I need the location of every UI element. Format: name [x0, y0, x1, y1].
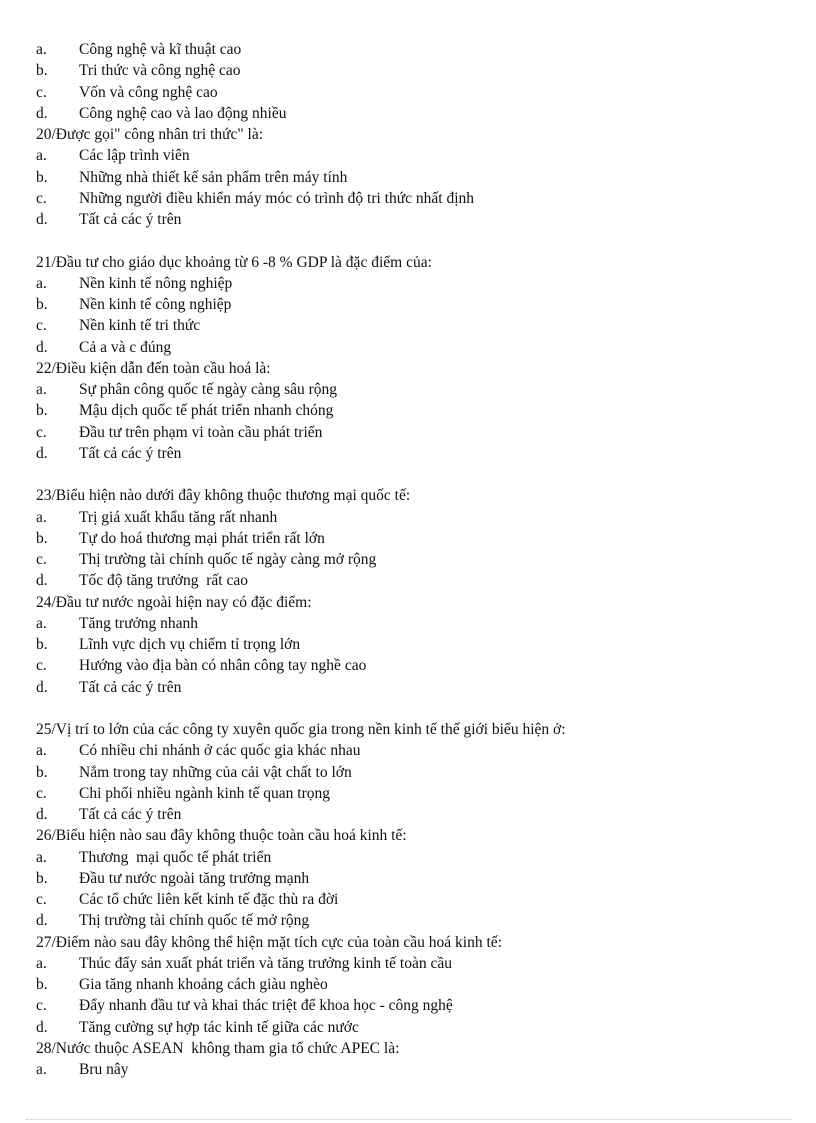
option-letter: c.: [36, 317, 47, 335]
option-letter: c.: [36, 189, 47, 207]
answer-option: [36, 315, 806, 336]
question-text: 27/Điểm nào sau đây không thể hiện mặt tích cực của toàn cầu hoá kinh tế:: [36, 933, 502, 951]
option-text: Nền kinh tế nông nghiệp: [79, 274, 233, 292]
option-text: Những nhà thiết kế sản phẩm trên máy tính: [79, 168, 348, 186]
answer-option: [36, 889, 806, 910]
option-text: Hướng vào địa bàn có nhân công tay nghề cao: [79, 657, 367, 675]
option-letter: b.: [36, 296, 48, 313]
answer-option: [36, 995, 806, 1016]
option-letter: c.: [36, 551, 47, 568]
option-letter: c.: [36, 423, 47, 441]
answer-option: [36, 337, 806, 358]
answer-option: [36, 145, 806, 166]
option-text: Nắm trong tay những của cải vật chất to lớn: [79, 763, 352, 781]
answer-option: [36, 103, 806, 124]
option-letter: d.: [36, 806, 48, 823]
option-text: Tự do hoá thương mại phát triển rất lớn: [79, 529, 325, 547]
option-text: Thị trường tài chính quốc tế mở rộng: [79, 912, 310, 930]
option-text: Thúc đẩy sản xuất phát triển và tăng trưởng kinh tế toàn cầu: [79, 954, 452, 972]
option-text: Chi phối nhiều ngành kinh tế quan trọng: [79, 784, 330, 802]
option-text: Thị trường tài chính quốc tế ngày càng mở rộng: [79, 551, 377, 568]
option-text: Có nhiều chi nhánh ở các quốc gia khác nhau: [79, 742, 361, 760]
option-text: Đầu tư nước ngoài tăng trưởng mạnh: [79, 869, 310, 887]
answer-option: [36, 209, 806, 230]
option-letter: c.: [36, 657, 47, 675]
option-letter: d.: [36, 444, 48, 462]
answer-option: [36, 528, 806, 549]
option-text: Nền kinh tế công nghiệp: [79, 296, 232, 313]
option-text: Tất cả các ý trên: [79, 211, 182, 228]
question-text: 23/Biểu hiện nào dưới đây không thuộc thương mại quốc tế:: [36, 487, 411, 505]
option-text: Mậu dịch quốc tế phát triển nhanh chóng: [79, 402, 334, 420]
question-text: 21/Đầu tư cho giáo dục khoảng từ 6 -8 % GDP là đặc điểm của:: [36, 253, 432, 271]
option-letter: d.: [36, 572, 48, 590]
answer-option: [36, 804, 806, 825]
option-letter: a.: [36, 1061, 47, 1078]
answer-option: [36, 273, 806, 294]
answer-option: [36, 910, 806, 931]
option-text: Sự phân công quốc tế ngày càng sâu rộng: [79, 381, 338, 398]
answer-option: [36, 39, 806, 60]
option-letter: d.: [36, 912, 48, 930]
answer-option: [36, 783, 806, 804]
question-text: 24/Đầu tư nước ngoài hiện nay có đặc điểm:: [36, 593, 312, 611]
option-letter: a.: [36, 742, 47, 760]
option-letter: b.: [36, 763, 48, 781]
option-text: Trị giá xuất khẩu tăng rất nhanh: [79, 508, 278, 526]
answer-option: [36, 613, 806, 634]
option-letter: b.: [36, 62, 48, 80]
answer-option: [36, 82, 806, 103]
option-letter: a.: [36, 954, 47, 972]
option-text: Tất cả các ý trên: [79, 678, 182, 696]
option-text: Công nghệ cao và lao động nhiều: [79, 104, 287, 122]
blank-line: [36, 464, 806, 485]
option-text: Tăng trưởng nhanh: [79, 614, 199, 632]
option-text: Các lập trình viên: [79, 147, 190, 165]
answer-option: [36, 677, 806, 698]
option-text: Tất cả các ý trên: [79, 806, 182, 823]
answer-option: [36, 655, 806, 676]
option-letter: a.: [36, 848, 47, 866]
option-text: Tăng cường sự hợp tác kinh tế giữa các nước: [79, 1018, 359, 1036]
answer-option: [36, 868, 806, 889]
option-letter: a.: [36, 508, 47, 526]
option-text: Vốn và công nghệ cao: [79, 83, 218, 101]
question-text: 28/Nước thuộc ASEAN không tham gia tổ chức APEC là:: [36, 1039, 400, 1057]
option-letter: b.: [36, 636, 48, 653]
document-page: [36, 39, 806, 1080]
option-letter: c.: [36, 83, 47, 101]
page-bottom-rule: [26, 1119, 792, 1120]
answer-option: [36, 507, 806, 528]
option-letter: d.: [36, 1018, 48, 1036]
answer-option: [36, 570, 806, 591]
question-text: 22/Điều kiện dẫn đến toàn cầu hoá là:: [36, 359, 271, 377]
option-letter: b.: [36, 168, 48, 186]
option-letter: a.: [36, 614, 47, 632]
option-text: Lĩnh vực dịch vụ chiếm tỉ trọng lớn: [79, 636, 301, 653]
option-text: Các tổ chức liên kết kinh tế đặc thù ra đời: [79, 891, 339, 908]
option-letter: d.: [36, 678, 48, 696]
option-letter: b.: [36, 869, 48, 887]
answer-option: [36, 1059, 806, 1080]
option-letter: a.: [36, 381, 47, 398]
option-text: Bru nây: [79, 1061, 129, 1078]
answer-option: [36, 762, 806, 783]
answer-option: [36, 379, 806, 400]
answer-option: [36, 167, 806, 188]
answer-option: [36, 974, 806, 995]
option-text: Đầu tư trên phạm vi toàn cầu phát triển: [79, 423, 323, 441]
option-letter: b.: [36, 529, 48, 547]
option-text: Những người điều khiển máy móc có trình độ tri thức nhất định: [79, 189, 475, 207]
option-letter: b.: [36, 402, 48, 420]
option-text: Đẩy nhanh đầu tư và khai thác triệt để khoa học - công nghệ: [79, 997, 453, 1015]
option-letter: a.: [36, 274, 47, 292]
answer-option: [36, 422, 806, 443]
answer-option: [36, 60, 806, 81]
question-text: 20/Được gọi" công nhân tri thức" là:: [36, 126, 264, 143]
answer-option: [36, 953, 806, 974]
answer-option: [36, 400, 806, 421]
option-letter: a.: [36, 147, 47, 165]
answer-option: [36, 188, 806, 209]
option-letter: d.: [36, 211, 48, 228]
answer-option: [36, 294, 806, 315]
option-letter: a.: [36, 41, 47, 58]
option-letter: c.: [36, 784, 47, 802]
blank-line: [36, 698, 806, 719]
option-text: Tốc độ tăng trưởng rất cao: [79, 572, 248, 590]
answer-option: [36, 634, 806, 655]
option-letter: c.: [36, 997, 47, 1015]
option-letter: d.: [36, 338, 48, 356]
option-letter: b.: [36, 976, 48, 993]
question-text: 26/Biểu hiện nào sau đây không thuộc toàn cầu hoá kinh tế:: [36, 827, 407, 845]
answer-option: [36, 847, 806, 868]
option-letter: d.: [36, 104, 48, 122]
option-letter: c.: [36, 891, 47, 908]
option-text: Thương mại quốc tế phát triển: [79, 848, 272, 866]
answer-option: [36, 443, 806, 464]
option-text: Công nghệ và kĩ thuật cao: [79, 41, 242, 58]
answer-option: [36, 740, 806, 761]
option-text: Tất cả các ý trên: [79, 444, 182, 462]
option-text: Tri thức và công nghệ cao: [79, 62, 241, 80]
option-text: Gia tăng nhanh khoảng cách giàu nghèo: [79, 976, 328, 993]
option-text: Cả a và c đúng: [79, 338, 172, 356]
answer-option: [36, 1017, 806, 1038]
blank-line: [36, 230, 806, 251]
option-text: Nền kinh tế tri thức: [79, 317, 201, 335]
answer-option: [36, 549, 806, 570]
question-text: 25/Vị trí to lớn của các công ty xuyên quốc gia trong nền kinh tế thế giới biểu hiện ở:: [36, 721, 566, 738]
